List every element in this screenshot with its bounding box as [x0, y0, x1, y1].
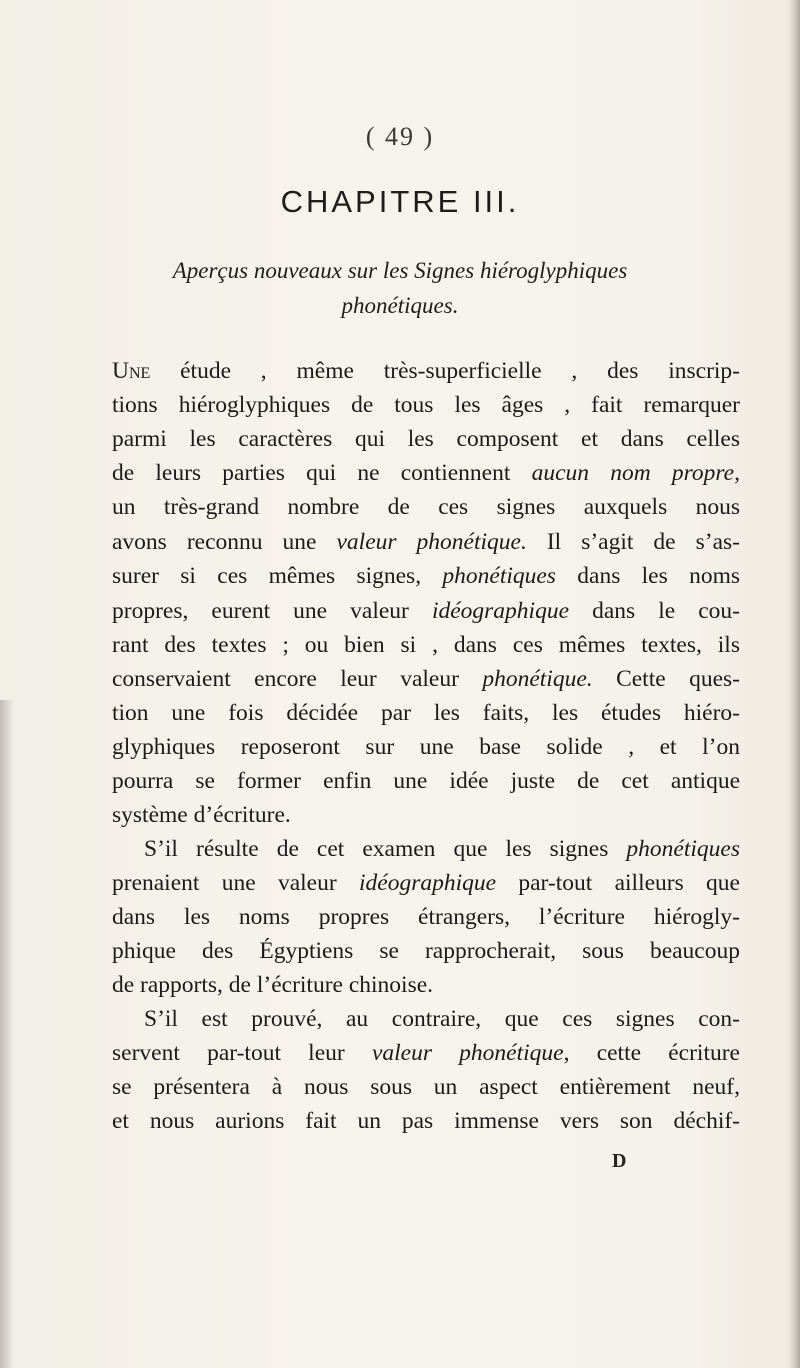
text-line-9: rant des textes ; ou bien si , dans ces mêmes textes, ils [112, 632, 740, 658]
text-line-11: tion une fois décidée par les faits, les études hiéro- [112, 700, 740, 726]
text-line-1: Une étude , même très-superficielle , des inscrip- [112, 358, 740, 384]
opening-word: Une [112, 358, 151, 384]
text-line-14: système d’écriture. [112, 802, 291, 828]
text-line-12: glyphiques reposeront sur une base solide , et l’on [112, 734, 740, 760]
text-line-2: tions hiéroglyphiques de tous les âges , fait remarquer [112, 392, 740, 418]
text-line-18: phique des Égyptiens se rapprocherait, sous beaucoup [112, 938, 740, 964]
text-line-4: de leurs parties qui ne contiennent aucun nom propre, [112, 460, 740, 486]
text-line-16: prenaient une valeur idéographique par-tout ailleurs que [112, 870, 740, 896]
page-shadow-left [0, 700, 14, 1368]
text-line-23: et nous aurions fait un pas immense vers son déchif- [112, 1108, 740, 1134]
text-line-21: servent par-tout leur valeur phonétique, cette écriture [112, 1040, 740, 1066]
text-line-15: S’il résulte de cet examen que les signes phonétiques [144, 836, 740, 862]
text-line-5: un très-grand nombre de ces signes auxquels nous [112, 494, 740, 520]
chapter-subtitle-line-2: phonétiques. [341, 293, 459, 318]
text-line-22: se présentera à nous sous un aspect entièrement neuf, [112, 1074, 740, 1100]
text-line-8: propres, eurent une valeur idéographique dans le cou- [112, 598, 740, 624]
page-number: ( 49 ) [365, 122, 435, 151]
text-line-17: dans les noms propres étrangers, l’écriture hiérogly- [112, 904, 740, 930]
text-line-19: de rapports, de l’écriture chinoise. [112, 972, 434, 998]
text-line-10: conservaient encore leur valeur phonétique. Cette ques- [112, 666, 740, 692]
chapter-subtitle-line-1: Aperçus nouveaux sur les Signes hiéroglyphiques [172, 258, 628, 283]
text-line-20: S’il est prouvé, au contraire, que ces signes con- [144, 1006, 740, 1032]
chapter-title: CHAPITRE III. [280, 184, 520, 219]
text-line-3: parmi les caractères qui les composent et dans celles [112, 426, 740, 452]
text-line-13: pourra se former enfin une idée juste de cet antique [112, 768, 740, 794]
text-line-6: avons reconnu une valeur phonétique. Il s’agit de s’as- [112, 529, 740, 555]
signature-mark: D [612, 1150, 627, 1172]
text-line-7: surer si ces mêmes signes, phonétiques dans les noms [112, 563, 740, 589]
